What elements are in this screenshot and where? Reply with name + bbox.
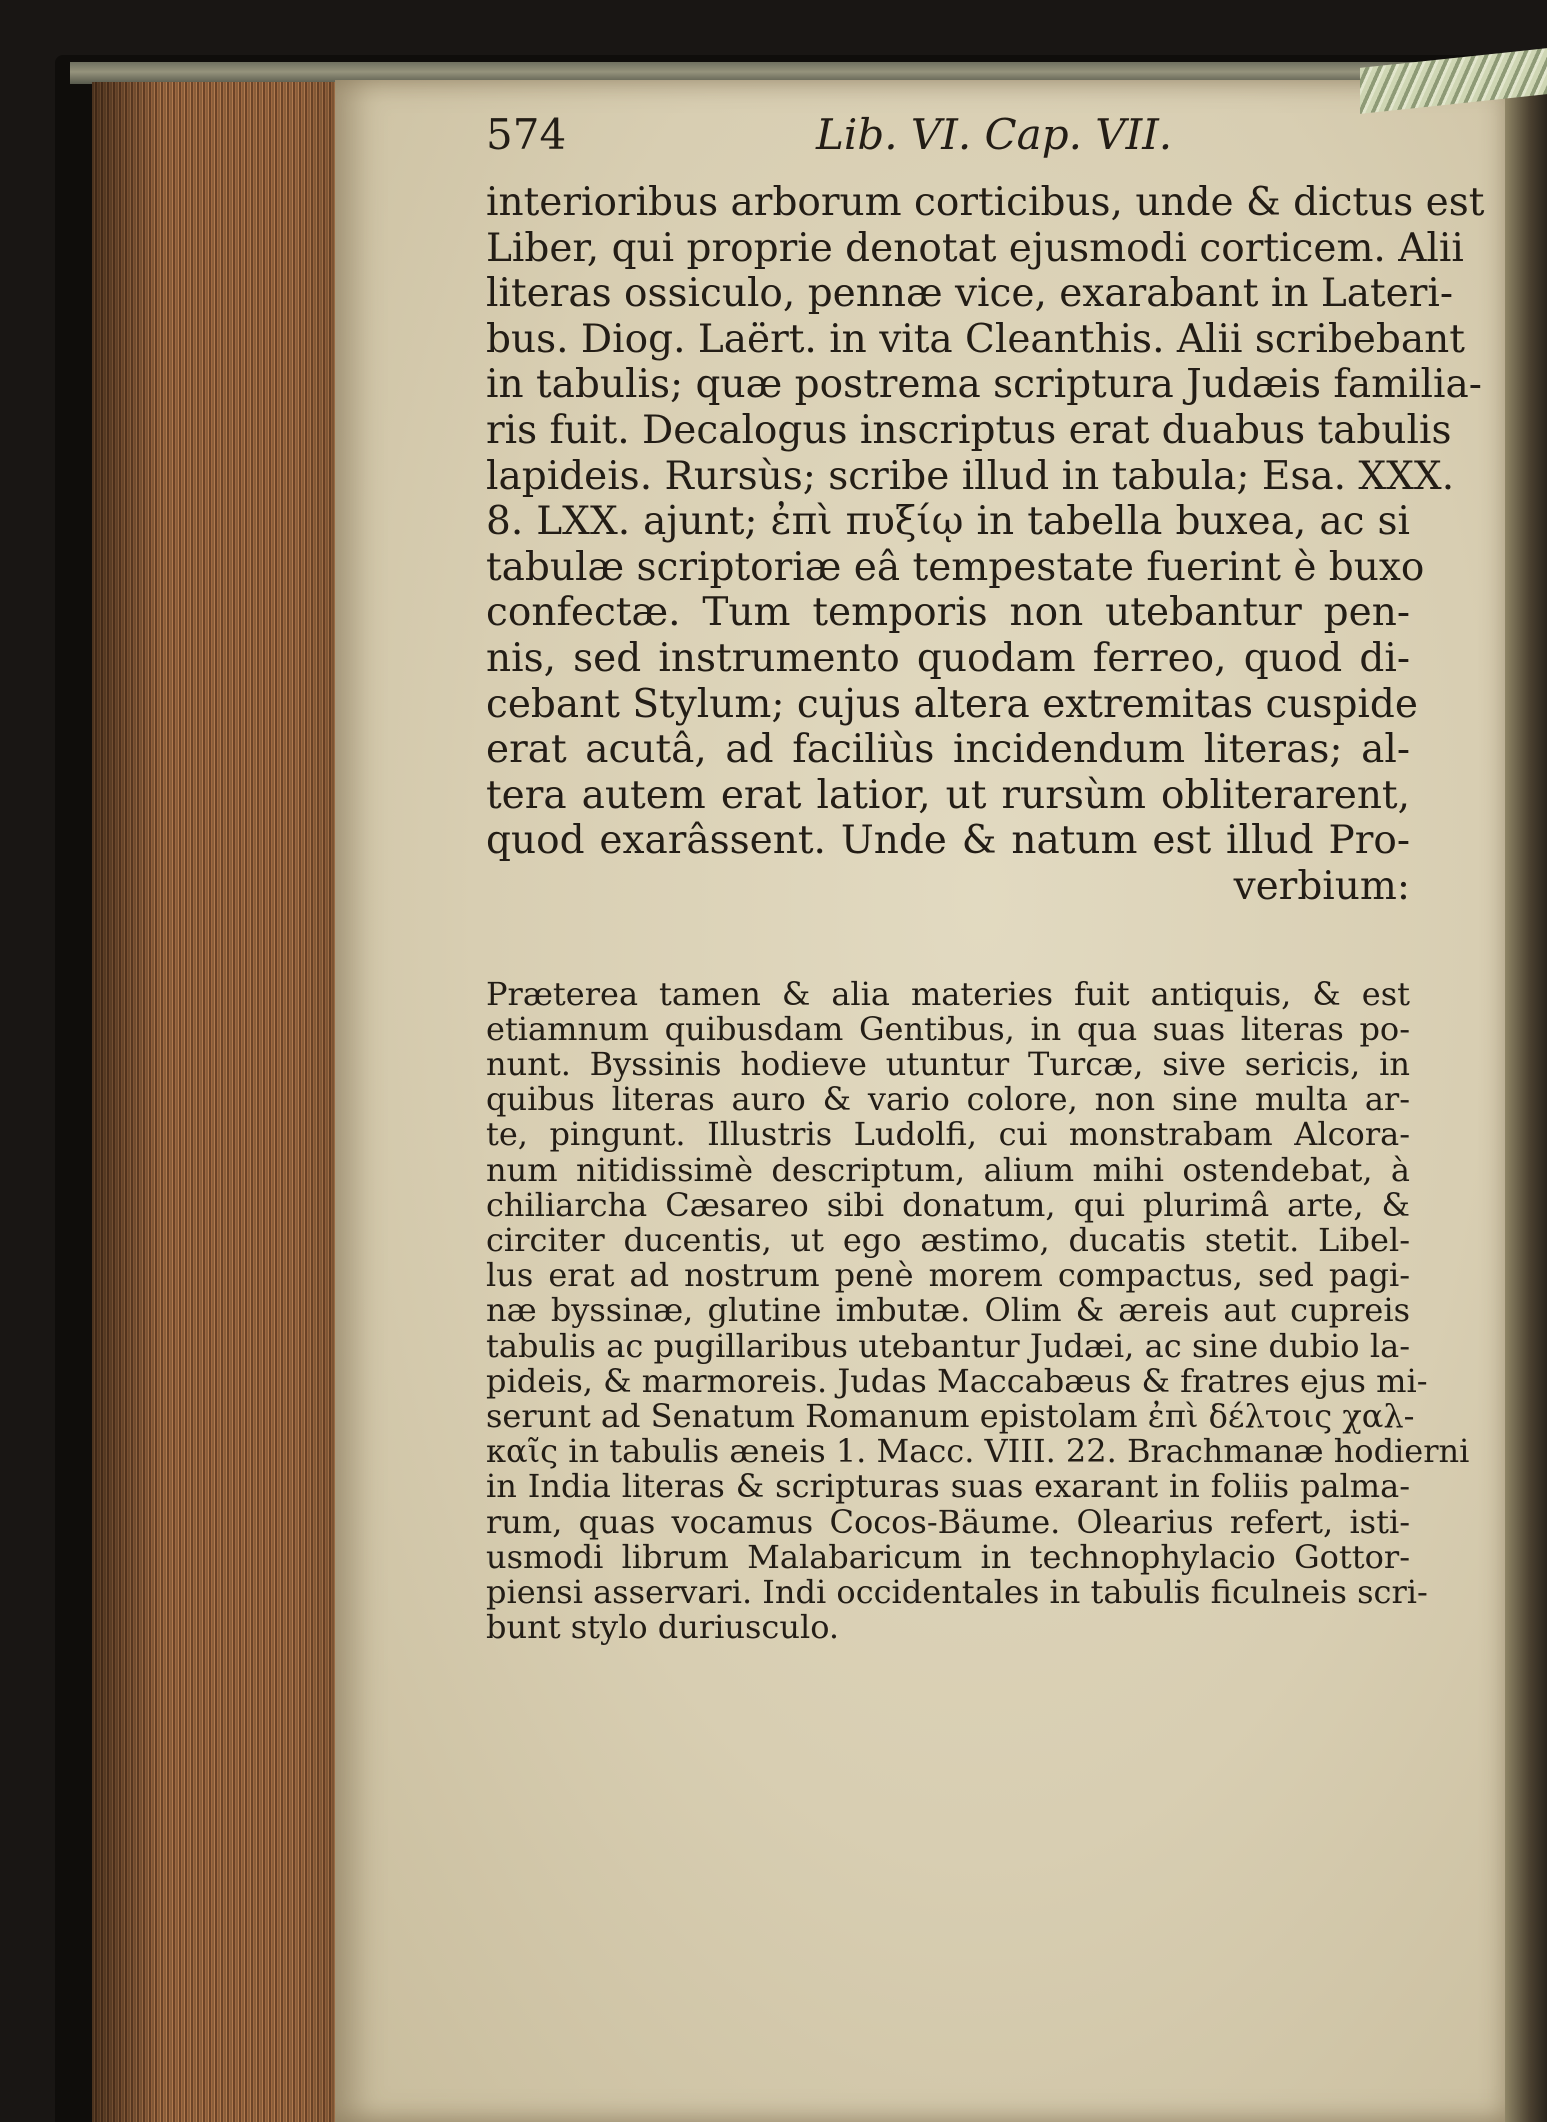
text-line: cebant Stylum; cujus altera extremitas cuspide — [486, 681, 1418, 727]
footnote-block — [486, 974, 1470, 1647]
text-line: lapideis. Rursùs; scribe illud in tabula; Esa. XXX. — [486, 453, 1455, 499]
footnote-line: etiamnum quibusdam Gentibus, in qua suas literas po- — [486, 1009, 1410, 1048]
text-line: nis, sed instrumento quodam ferreo, quod di- — [486, 635, 1410, 681]
text-line: tabulæ scriptoriæ eâ tempestate fuerint è buxo — [486, 544, 1425, 590]
text-line: erat acutâ, ad faciliùs incidendum literas; al- — [486, 727, 1410, 773]
text-line: in tabulis; quæ postrema scriptura Judæis familia- — [486, 362, 1482, 408]
footnote-line: piensi asservari. Indi occidentales in tabulis ficulneis scri- — [486, 1572, 1428, 1611]
footnote-line: lus erat ad nostrum penè morem compactus, sed pagi- — [486, 1256, 1410, 1295]
text-line: Liber, qui proprie denotat ejusmodi corticem. Alii — [486, 225, 1464, 271]
text-line: tera autem erat latior, ut rursùm obliterarent, — [486, 772, 1410, 818]
footnote-line: in India literas & scripturas suas exarant in foliis palma- — [486, 1467, 1410, 1506]
text-line: literas ossiculo, pennæ vice, exarabant in Lateri- — [486, 271, 1454, 317]
page-text — [486, 110, 1485, 1647]
footnote-line: quibus literas auro & vario colore, non sine multa ar- — [486, 1080, 1410, 1119]
text-line: ris fuit. Decalogus inscriptus erat duabus tabulis — [486, 407, 1452, 453]
footnote-line: næ byssinæ, glutine imbutæ. Olim & æreis aut cupreis — [486, 1291, 1410, 1330]
footnote-line: chiliarcha Cæsareo sibi donatum, qui plurimâ arte, & — [486, 1185, 1410, 1224]
gutter-shadow — [1505, 88, 1547, 2122]
text-line: bus. Diog. Laërt. in vita Cleanthis. Alii scribebant — [486, 316, 1465, 362]
footnote-line: num nitidissimè descriptum, alium mihi ostendebat, à — [486, 1150, 1410, 1189]
footnote-line: te, pingunt. Illustris Ludolfi, cui monstrabam Alcora- — [486, 1115, 1410, 1154]
footnote-line: rum, quas vocamus Cocos-Bäume. Olearius refert, isti- — [486, 1502, 1410, 1541]
page-block-edge — [92, 82, 347, 2122]
running-head: Lib. VI. Cap. VII. — [816, 110, 1173, 159]
page-number: 574 — [486, 110, 567, 159]
footnote-line: serunt ad Senatum Romanum epistolam ἐπὶ δέλτοις χαλ- — [486, 1396, 1415, 1435]
footnote-line: usmodi librum Malabaricum in technophylacio Gottor- — [486, 1537, 1410, 1576]
text-line: confectæ. Tum temporis non utebantur pen- — [486, 590, 1410, 636]
text-line: quod exarâssent. Unde & natum est illud Pro- — [486, 818, 1410, 864]
page-header — [486, 110, 1410, 180]
text-line: 8. LXX. ajunt; ἐπὶ πυξίῳ in tabella buxea, ac si — [486, 499, 1410, 545]
footnote-line: circiter ducentis, ut ego æstimo, ducatis stetit. Libel- — [486, 1220, 1410, 1259]
footnote-line: Præterea tamen & alia materies fuit antiquis, & est — [486, 974, 1410, 1013]
text-line: verbium: — [1233, 863, 1410, 909]
footnote-line: nunt. Byssinis hodieve utuntur Turcæ, sive sericis, in — [486, 1044, 1410, 1083]
footnote-line: tabulis ac pugillaribus utebantur Judæi, ac sine dubio la- — [486, 1326, 1410, 1365]
main-text-block — [486, 180, 1485, 910]
footnote-line: pideis, & marmoreis. Judas Maccabæus & fratres ejus mi- — [486, 1361, 1428, 1400]
text-line: interioribus arborum corticibus, unde & dictus est — [486, 180, 1485, 225]
footnote-line: καῖς in tabulis æneis 1. Macc. VIII. 22. Brachmanæ hodierni — [486, 1432, 1470, 1471]
footnote-line: bunt stylo duriusculo. — [486, 1608, 840, 1647]
